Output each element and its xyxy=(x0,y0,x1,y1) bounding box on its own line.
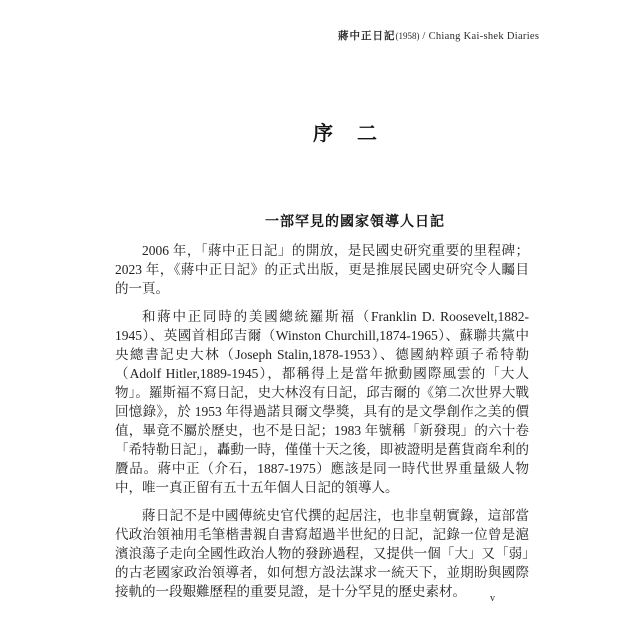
page-title: 序 二 xyxy=(313,123,379,145)
running-head-separator: / xyxy=(419,31,429,42)
section-heading: 一部罕見的國家領導人日記 xyxy=(265,215,445,230)
paragraph-1: 2006 年，「蔣中正日記」的開放，是民國史研究重要的里程碑；2023 年，《蔣中正日記》的正式出版，更是推展民國史研究令人矚目的一頁。 xyxy=(115,243,529,296)
paragraph-3: 蔣日記不是中國傳統史官代撰的起居注，也非皇朝實錄，這部當代政治領袖用毛筆楷書親自書寫超過半世紀的日記，記錄一位曾是滬濱浪蕩子走向全國性政治人物的發跡過程，又提供一個「大」又「弱」的古老國家政治領導者，如何想方設法謀求一統天下，並期盼與國際接軌的一段艱難歷程的重要見證，是十分罕見的歷史素材。 xyxy=(115,508,529,599)
running-head-year: (1958) xyxy=(395,31,420,41)
page-number: v xyxy=(490,593,495,604)
paragraph-2: 和蔣中正同時的美國總統羅斯福（Franklin D. Roosevelt,1882-1945）、英國首相邱吉爾（Winston Churchill,1874-1965）、蘇聯共黨中央總書記史大林（Joseph Stalin,1878-1953）、德國納粹頭子希特勒（Adolf Hitler,1889-1945），都稱得上是當年掀動國際風雲的「大人物」。羅斯福不寫日記，史大林沒有日記，邱吉爾的《第二次世界大戰回憶錄》，於 1953 年得過諾貝爾文學獎，具有的是文學創作之美的價值，畢竟不屬於歷史，也不是日記；1983 年號稱「新發現」的六十卷「希特勒日記」，轟動一時，僅僅十天之後，即被證明是舊貨商牟利的贗品。蔣中正（介石，1887-1975）應該是同一時代世界重量級人物中，唯一真正留有五十五年個人日記的領導人。 xyxy=(115,309,529,495)
running-head xyxy=(338,28,540,43)
body-text xyxy=(115,241,529,610)
running-head-latin-title: Chiang Kai-shek Diaries xyxy=(428,31,540,42)
running-head-cjk-title: 蔣中正日記 xyxy=(338,31,396,42)
